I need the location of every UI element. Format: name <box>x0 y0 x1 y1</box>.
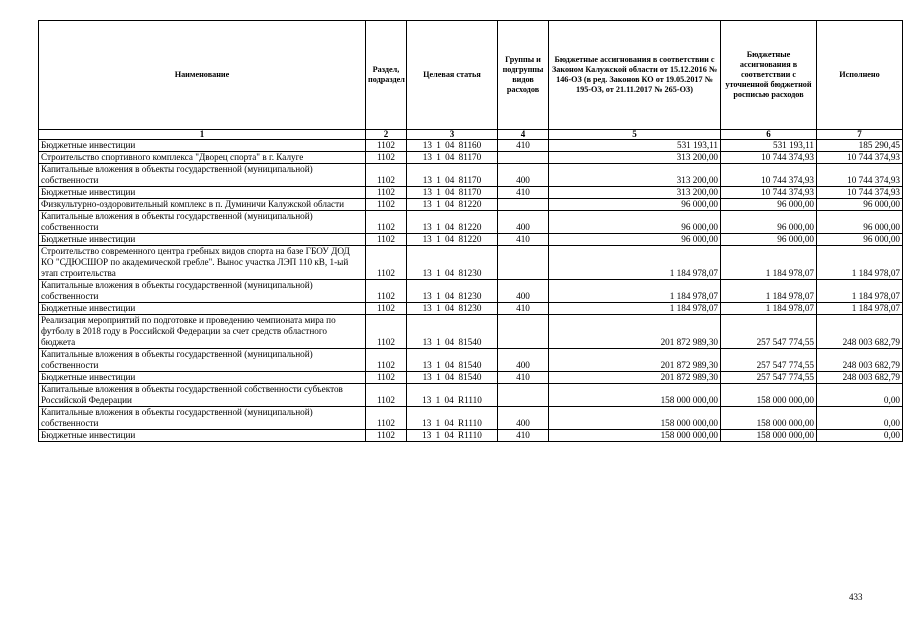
budget-sheet <box>38 20 900 442</box>
table-row <box>39 430 903 442</box>
row-allocated-cell: 96 000,00 <box>549 199 721 211</box>
row-name-cell: Капитальные вложения в объекты государственной (муниципальной) собственности <box>39 164 366 187</box>
row-group-cell: 400 <box>498 280 549 303</box>
row-code-cell: 13 1 04 81540 <box>407 315 498 349</box>
row-section-cell: 1102 <box>366 211 407 234</box>
header-refined: Бюджетные ассигнования в соответствии с уточненной бюджетной росписью расходов <box>721 21 817 130</box>
row-code-cell: 13 1 04 81220 <box>407 234 498 246</box>
row-allocated-cell: 531 193,11 <box>549 140 721 152</box>
row-group-cell <box>498 315 549 349</box>
row-group-cell: 410 <box>498 430 549 442</box>
row-name-cell: Капитальные вложения в объекты государственной (муниципальной) собственности <box>39 280 366 303</box>
row-name-cell: Капитальные вложения в объекты государственной собственности субъектов Российской Федерации <box>39 384 366 407</box>
row-allocated-cell: 201 872 989,30 <box>549 372 721 384</box>
row-code-cell: 13 1 04 R1110 <box>407 430 498 442</box>
row-section-cell: 1102 <box>366 407 407 430</box>
row-allocated-cell: 158 000 000,00 <box>549 384 721 407</box>
row-code-cell: 13 1 04 81230 <box>407 246 498 280</box>
row-code-cell: 13 1 04 81220 <box>407 199 498 211</box>
row-section-cell: 1102 <box>366 315 407 349</box>
row-code-cell: 13 1 04 81170 <box>407 152 498 164</box>
row-section-cell: 1102 <box>366 384 407 407</box>
column-number: 6 <box>721 130 817 140</box>
row-refined-cell: 96 000,00 <box>721 234 817 246</box>
row-code-cell: 13 1 04 R1110 <box>407 407 498 430</box>
row-section-cell: 1102 <box>366 199 407 211</box>
row-name-cell: Капитальные вложения в объекты государственной (муниципальной) собственности <box>39 349 366 372</box>
row-allocated-cell: 1 184 978,07 <box>549 246 721 280</box>
row-executed-cell: 248 003 682,79 <box>817 315 903 349</box>
row-allocated-cell: 313 200,00 <box>549 164 721 187</box>
row-group-cell: 410 <box>498 234 549 246</box>
row-executed-cell: 185 290,45 <box>817 140 903 152</box>
row-executed-cell: 10 744 374,93 <box>817 164 903 187</box>
column-number: 1 <box>39 130 366 140</box>
row-group-cell: 410 <box>498 140 549 152</box>
table-row <box>39 280 903 303</box>
row-name-cell: Реализация мероприятий по подготовке и проведению чемпионата мира по футболу в 2018 году в Российской Федерации за счет средств областного бюджета <box>39 315 366 349</box>
row-group-cell: 400 <box>498 164 549 187</box>
column-number: 5 <box>549 130 721 140</box>
header-allocations: Бюджетные ассигнования в соответствии с Законом Калужской области от 15.12.2016 № 146-ОЗ (в ред. Законов КО от 19.05.2017 № 195-ОЗ, от 21.11.2017 № 265-ОЗ) <box>549 21 721 130</box>
row-allocated-cell: 201 872 989,30 <box>549 349 721 372</box>
header-name: Наименование <box>39 21 366 130</box>
row-refined-cell: 10 744 374,93 <box>721 164 817 187</box>
row-executed-cell: 10 744 374,93 <box>817 187 903 199</box>
table-row <box>39 199 903 211</box>
table-row <box>39 407 903 430</box>
row-name-cell: Физкультурно-оздоровительный комплекс в п. Думиничи Калужской области <box>39 199 366 211</box>
row-executed-cell: 96 000,00 <box>817 234 903 246</box>
row-section-cell: 1102 <box>366 349 407 372</box>
row-refined-cell: 1 184 978,07 <box>721 246 817 280</box>
row-name-cell: Бюджетные инвестиции <box>39 187 366 199</box>
row-allocated-cell: 201 872 989,30 <box>549 315 721 349</box>
table-row <box>39 372 903 384</box>
row-group-cell: 400 <box>498 407 549 430</box>
row-group-cell: 410 <box>498 187 549 199</box>
row-name-cell: Бюджетные инвестиции <box>39 234 366 246</box>
row-executed-cell: 10 744 374,93 <box>817 152 903 164</box>
row-name-cell: Строительство спортивного комплекса "Дворец спорта" в г. Калуге <box>39 152 366 164</box>
row-name-cell: Бюджетные инвестиции <box>39 372 366 384</box>
row-refined-cell: 257 547 774,55 <box>721 349 817 372</box>
row-section-cell: 1102 <box>366 303 407 315</box>
table-row <box>39 234 903 246</box>
row-group-cell: 400 <box>498 211 549 234</box>
header-target: Целевая статья <box>407 21 498 130</box>
row-refined-cell: 96 000,00 <box>721 199 817 211</box>
row-code-cell: 13 1 04 81230 <box>407 280 498 303</box>
column-number: 3 <box>407 130 498 140</box>
row-name-cell: Капитальные вложения в объекты государственной (муниципальной) собственности <box>39 407 366 430</box>
table-row <box>39 303 903 315</box>
row-refined-cell: 531 193,11 <box>721 140 817 152</box>
row-allocated-cell: 313 200,00 <box>549 187 721 199</box>
row-refined-cell: 1 184 978,07 <box>721 303 817 315</box>
column-number-row <box>39 130 903 140</box>
row-section-cell: 1102 <box>366 430 407 442</box>
row-group-cell: 410 <box>498 303 549 315</box>
table-row <box>39 187 903 199</box>
row-section-cell: 1102 <box>366 187 407 199</box>
header-groups: Группы и подгруппы видов расходов <box>498 21 549 130</box>
page-number: 433 <box>849 592 863 602</box>
row-executed-cell: 96 000,00 <box>817 199 903 211</box>
row-section-cell: 1102 <box>366 280 407 303</box>
row-section-cell: 1102 <box>366 246 407 280</box>
row-group-cell <box>498 152 549 164</box>
row-group-cell <box>498 384 549 407</box>
row-group-cell <box>498 199 549 211</box>
row-name-cell: Бюджетные инвестиции <box>39 430 366 442</box>
table-row <box>39 211 903 234</box>
row-code-cell: 13 1 04 81540 <box>407 372 498 384</box>
row-section-cell: 1102 <box>366 164 407 187</box>
row-executed-cell: 0,00 <box>817 384 903 407</box>
row-section-cell: 1102 <box>366 152 407 164</box>
row-section-cell: 1102 <box>366 372 407 384</box>
row-allocated-cell: 1 184 978,07 <box>549 280 721 303</box>
row-executed-cell: 1 184 978,07 <box>817 303 903 315</box>
row-executed-cell: 248 003 682,79 <box>817 349 903 372</box>
table-body <box>39 140 903 442</box>
column-number: 7 <box>817 130 903 140</box>
row-allocated-cell: 313 200,00 <box>549 152 721 164</box>
row-refined-cell: 158 000 000,00 <box>721 384 817 407</box>
table-row <box>39 315 903 349</box>
row-group-cell: 410 <box>498 372 549 384</box>
row-refined-cell: 257 547 774,55 <box>721 372 817 384</box>
row-executed-cell: 0,00 <box>817 407 903 430</box>
column-number: 4 <box>498 130 549 140</box>
table-row <box>39 246 903 280</box>
row-refined-cell: 96 000,00 <box>721 211 817 234</box>
row-refined-cell: 10 744 374,93 <box>721 187 817 199</box>
row-refined-cell: 1 184 978,07 <box>721 280 817 303</box>
row-section-cell: 1102 <box>366 140 407 152</box>
header-row <box>39 21 903 130</box>
header-executed: Исполнено <box>817 21 903 130</box>
row-refined-cell: 257 547 774,55 <box>721 315 817 349</box>
table-row <box>39 349 903 372</box>
row-code-cell: 13 1 04 81230 <box>407 303 498 315</box>
row-group-cell: 400 <box>498 349 549 372</box>
row-name-cell: Капитальные вложения в объекты государственной (муниципальной) собственности <box>39 211 366 234</box>
budget-table <box>38 20 903 442</box>
row-allocated-cell: 96 000,00 <box>549 234 721 246</box>
row-allocated-cell: 158 000 000,00 <box>549 407 721 430</box>
row-group-cell <box>498 246 549 280</box>
table-row <box>39 140 903 152</box>
row-code-cell: 13 1 04 81170 <box>407 164 498 187</box>
row-allocated-cell: 158 000 000,00 <box>549 430 721 442</box>
row-executed-cell: 248 003 682,79 <box>817 372 903 384</box>
header-section: Раздел, подраздел <box>366 21 407 130</box>
row-name-cell: Бюджетные инвестиции <box>39 140 366 152</box>
row-refined-cell: 158 000 000,00 <box>721 430 817 442</box>
row-code-cell: 13 1 04 81540 <box>407 349 498 372</box>
row-executed-cell: 96 000,00 <box>817 211 903 234</box>
table-row <box>39 384 903 407</box>
row-section-cell: 1102 <box>366 234 407 246</box>
row-executed-cell: 0,00 <box>817 430 903 442</box>
row-name-cell: Бюджетные инвестиции <box>39 303 366 315</box>
row-code-cell: 13 1 04 R1110 <box>407 384 498 407</box>
row-name-cell: Строительство современного центра гребных видов спорта на базе ГБОУ ДОД КО "СДЮСШОР по академической гребле". Вынос участка ЛЭП 110 кВ, 1-ый этап строительства <box>39 246 366 280</box>
row-code-cell: 13 1 04 81220 <box>407 211 498 234</box>
table-row <box>39 152 903 164</box>
row-refined-cell: 10 744 374,93 <box>721 152 817 164</box>
row-allocated-cell: 96 000,00 <box>549 211 721 234</box>
table-row <box>39 164 903 187</box>
row-allocated-cell: 1 184 978,07 <box>549 303 721 315</box>
column-number: 2 <box>366 130 407 140</box>
row-executed-cell: 1 184 978,07 <box>817 246 903 280</box>
row-code-cell: 13 1 04 81160 <box>407 140 498 152</box>
row-refined-cell: 158 000 000,00 <box>721 407 817 430</box>
row-executed-cell: 1 184 978,07 <box>817 280 903 303</box>
row-code-cell: 13 1 04 81170 <box>407 187 498 199</box>
